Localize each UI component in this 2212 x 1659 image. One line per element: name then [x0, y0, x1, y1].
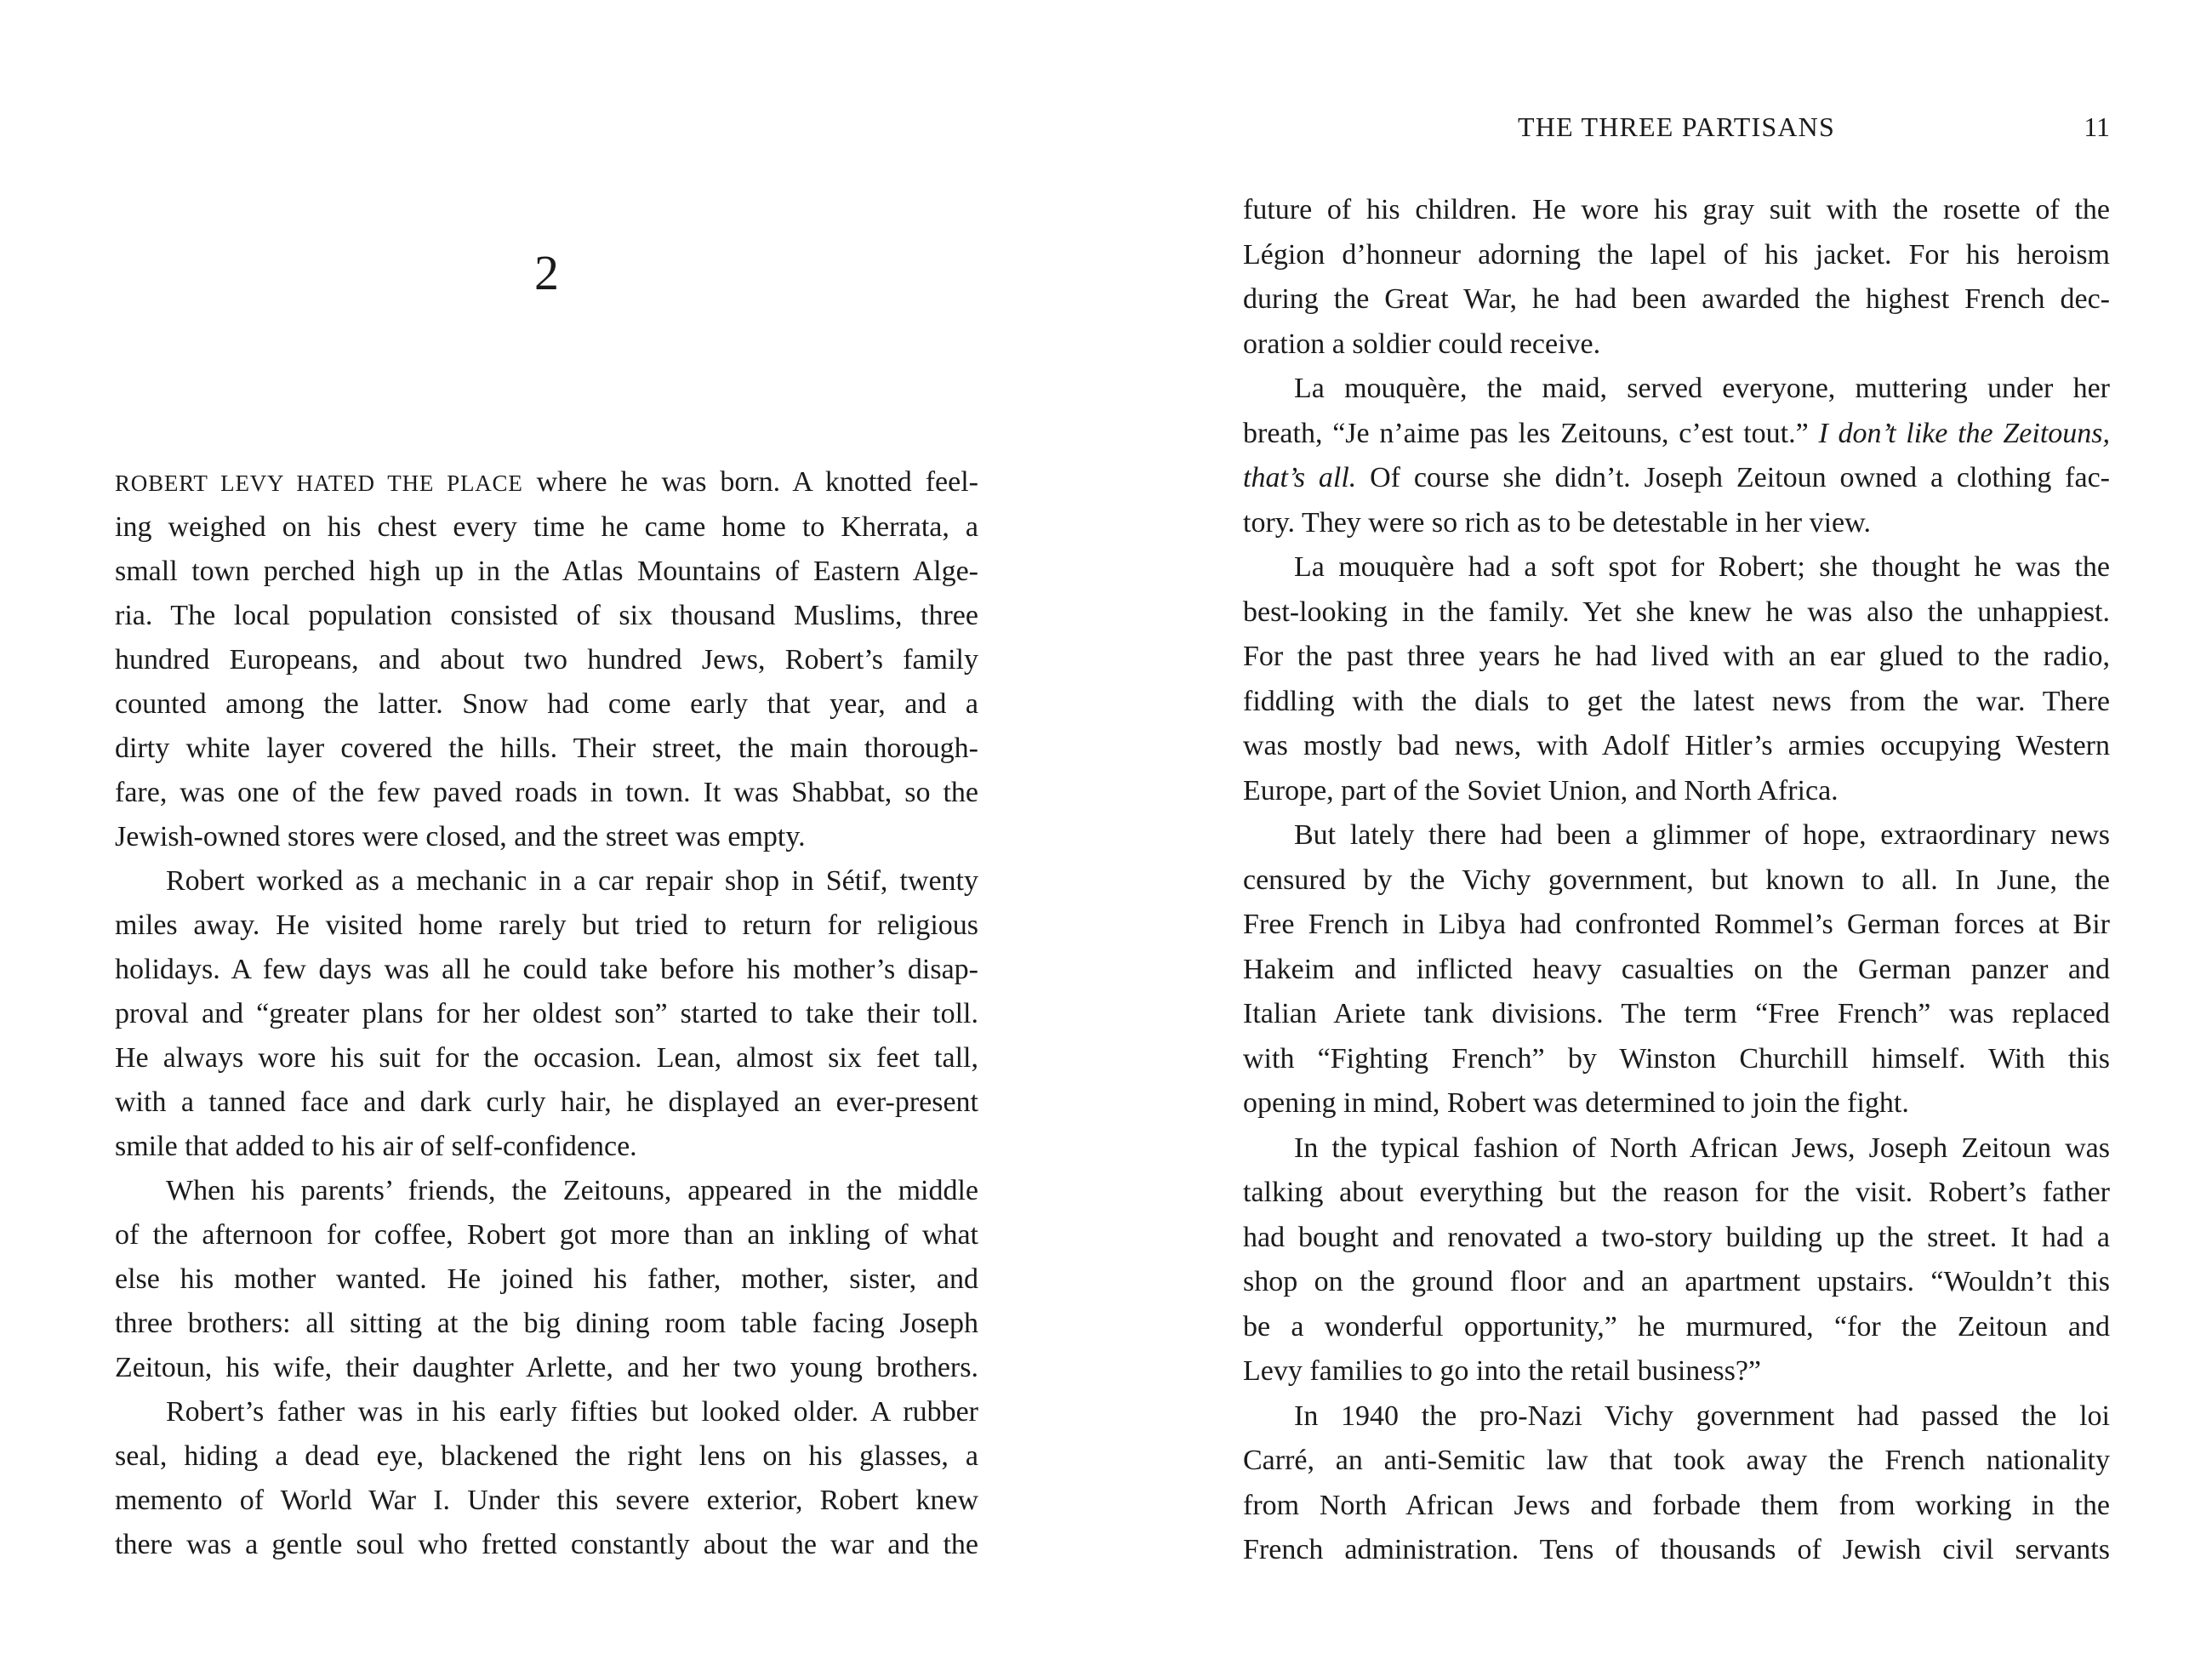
text-line [1243, 590, 2110, 636]
text-segment: Robert’s father was in his early fifties but looked older. A rubber [166, 1396, 978, 1428]
text-line [1243, 948, 2110, 993]
text-line [115, 550, 978, 594]
text-segment: best-looking in the family. Yet she knew he was also the unhappiest. [1243, 596, 2110, 628]
italic-text: I don’t like the Zeitouns, [1818, 417, 2111, 449]
text-line [1243, 412, 2110, 457]
text-segment: For the past three years he had lived with an ear glued to the radio, [1243, 641, 2110, 672]
text-line [115, 1479, 978, 1523]
text-line [1243, 545, 2110, 590]
text-segment: small town perched high up in the Atlas Mountains of Eastern Alge- [115, 556, 978, 587]
text-segment: with “Fighting French” by Winston Churchill himself. With this [1243, 1042, 2110, 1075]
text-segment: future of his children. He wore his gray suit with the rosette of the [1243, 194, 2110, 225]
page-number: 11 [2084, 111, 2110, 142]
text-segment: He always wore his suit for the occasion. Lean, almost six feet tall, [115, 1042, 978, 1074]
text-segment: oration a soldier could receive. [1243, 328, 1601, 360]
text-line [1243, 456, 2110, 501]
text-segment: Free French in Libya had confronted Rommel’s German forces at Bir [1243, 909, 2110, 940]
text-line [115, 992, 978, 1036]
text-line [115, 1125, 978, 1169]
text-line [1243, 233, 2110, 278]
text-line [115, 505, 978, 550]
text-line [1243, 1260, 2110, 1305]
text-segment: Légion d’honneur adorning the lapel of his jacket. For his heroism [1243, 238, 2110, 271]
text-segment: Hakeim and inflicted heavy casualties on the German panzer and [1243, 953, 2110, 985]
text-line [115, 1036, 978, 1080]
running-header-title: THE THREE PARTISANS [1518, 111, 1835, 142]
text-line [1243, 680, 2110, 725]
left-page [115, 0, 978, 1659]
text-segment: shop on the ground floor and an apartment upstairs. “Wouldn’t this [1243, 1266, 2110, 1297]
text-line [1243, 277, 2110, 322]
text-line [115, 1346, 978, 1390]
text-segment: during the Great War, he had been awarded the highest French dec- [1243, 283, 2110, 315]
text-segment: Italian Ariete tank divisions. The term “Free French” was replaced [1243, 998, 2110, 1029]
text-segment: had bought and renovated a two-story building up the street. It had a [1243, 1221, 2110, 1253]
text-line [115, 682, 978, 727]
text-segment: miles away. He visited home rarely but tried to return for religious [115, 909, 978, 941]
left-page-body [115, 460, 978, 1567]
text-segment: hundred Europeans, and about two hundred Jews, Robert’s family [115, 644, 978, 676]
running-head [1243, 109, 2110, 145]
right-page [1243, 0, 2110, 1659]
text-segment: be a wonderful opportunity,” he murmured, “for the Zeitoun and [1243, 1310, 2110, 1343]
text-line [115, 948, 978, 992]
text-line [115, 460, 978, 505]
text-segment: three brothers: all sitting at the big dining room table facing Joseph [115, 1308, 978, 1339]
text-line [1243, 501, 2110, 546]
text-segment: breath, “Je n’aime pas les Zeitouns, c’est tout.” [1243, 417, 1819, 449]
text-segment: holidays. A few days was all he could take before his mother’s disap- [115, 954, 978, 985]
text-line [1243, 1126, 2110, 1172]
text-line [1243, 1216, 2110, 1261]
text-segment: fiddling with the dials to get the latest news from the war. There [1243, 685, 2110, 717]
text-line [1243, 1349, 2110, 1394]
text-segment: there was a gentle soul who fretted constantly about the war and the [115, 1529, 978, 1560]
text-line [115, 904, 978, 948]
text-line [1243, 188, 2110, 233]
smallcaps-text: ROBERT LEVY HATED THE PLACE [115, 470, 523, 496]
text-segment: with a tanned face and dark curly hair, he displayed an ever-present [115, 1086, 978, 1118]
text-line [115, 1390, 978, 1434]
text-line [115, 727, 978, 771]
italic-text: that’s all. [1243, 462, 1357, 493]
text-segment: In 1940 the pro-Nazi Vichy government had passed the loi [1294, 1400, 2110, 1432]
text-segment: French administration. Tens of thousands of Jewish civil servants [1243, 1534, 2110, 1565]
text-line [115, 638, 978, 682]
text-segment: La mouquère had a soft spot for Robert; she thought he was the [1294, 551, 2110, 583]
text-line [115, 859, 978, 904]
text-segment: Of course she didn’t. Joseph Zeitoun owned a clothing fac- [1356, 462, 2110, 493]
text-segment: Zeitoun, his wife, their daughter Arlette, and her two young brothers. [115, 1352, 978, 1383]
text-segment: talking about everything but the reason for the visit. Robert’s father [1243, 1177, 2110, 1208]
text-line [1243, 1305, 2110, 1350]
text-line [1243, 992, 2110, 1037]
right-page-body [1243, 188, 2110, 1573]
text-segment: fare, was one of the few paved roads in town. It was Shabbat, so the [115, 777, 978, 808]
text-segment: Carré, an anti-Semitic law that took away the French nationality [1243, 1445, 2110, 1476]
text-line [1243, 1528, 2110, 1573]
text-segment: Levy families to go into the retail business?” [1243, 1355, 1762, 1387]
text-line [115, 1257, 978, 1302]
text-line [1243, 322, 2110, 368]
text-line [1243, 635, 2110, 680]
text-segment: But lately there had been a glimmer of hope, extraordinary news [1294, 819, 2110, 851]
text-line [1243, 1037, 2110, 1082]
text-line [1243, 1081, 2110, 1126]
text-segment: opening in mind, Robert was determined to join the fight. [1243, 1087, 1909, 1119]
text-segment: ria. The local population consisted of six thousand Muslims, three [115, 600, 978, 631]
text-line [1243, 813, 2110, 858]
text-segment: where he was born. A knotted feel- [522, 466, 978, 498]
text-segment: tory. They were so rich as to be detestable in her view. [1243, 506, 1871, 539]
text-segment: else his mother wanted. He joined his father, mother, sister, and [115, 1263, 978, 1295]
text-line [1243, 1439, 2110, 1484]
text-line [1243, 1484, 2110, 1529]
text-line [1243, 1171, 2110, 1216]
chapter-number: 2 [534, 245, 559, 300]
text-line [115, 1302, 978, 1346]
text-line [1243, 769, 2110, 814]
text-segment: Robert worked as a mechanic in a car repair shop in Sétif, twenty [166, 865, 978, 897]
text-segment: When his parents’ friends, the Zeitouns, appeared in the middle [166, 1175, 978, 1206]
text-line [1243, 724, 2110, 769]
text-line [115, 1213, 978, 1257]
text-line [115, 1523, 978, 1567]
text-segment: from North African Jews and forbade them from working in the [1243, 1489, 2110, 1521]
text-line [115, 1080, 978, 1125]
text-segment: ing weighed on his chest every time he came home to Kherrata, a [115, 511, 978, 543]
text-segment: proval and “greater plans for her oldest son” started to take their toll. [115, 998, 978, 1029]
text-segment: memento of World War I. Under this severe exterior, Robert knew [115, 1485, 978, 1516]
text-segment: smile that added to his air of self-confidence. [115, 1131, 637, 1162]
text-line [115, 815, 978, 859]
text-segment: dirty white layer covered the hills. Their street, the main thorough- [115, 733, 978, 764]
text-segment: La mouquère, the maid, served everyone, muttering under her [1294, 373, 2110, 404]
text-segment: Europe, part of the Soviet Union, and North Africa. [1243, 774, 1839, 807]
text-segment: seal, hiding a dead eye, blackened the right lens on his glasses, a [115, 1440, 978, 1472]
text-line [1243, 367, 2110, 412]
text-segment: censured by the Vichy government, but known to all. In June, the [1243, 864, 2110, 896]
text-segment: In the typical fashion of North African Jews, Joseph Zeitoun was [1294, 1132, 2110, 1164]
text-line [1243, 858, 2110, 904]
text-line [1243, 903, 2110, 948]
text-line [115, 771, 978, 815]
text-line [1243, 1394, 2110, 1440]
text-line [115, 594, 978, 638]
text-line [115, 1434, 978, 1479]
text-segment: was mostly bad news, with Adolf Hitler’s armies occupying Western [1243, 730, 2110, 761]
text-line [115, 1169, 978, 1213]
text-segment: Jewish-owned stores were closed, and the street was empty. [115, 821, 806, 852]
text-segment: counted among the latter. Snow had come early that year, and a [115, 688, 978, 720]
text-segment: of the afternoon for coffee, Robert got more than an inkling of what [115, 1219, 978, 1251]
